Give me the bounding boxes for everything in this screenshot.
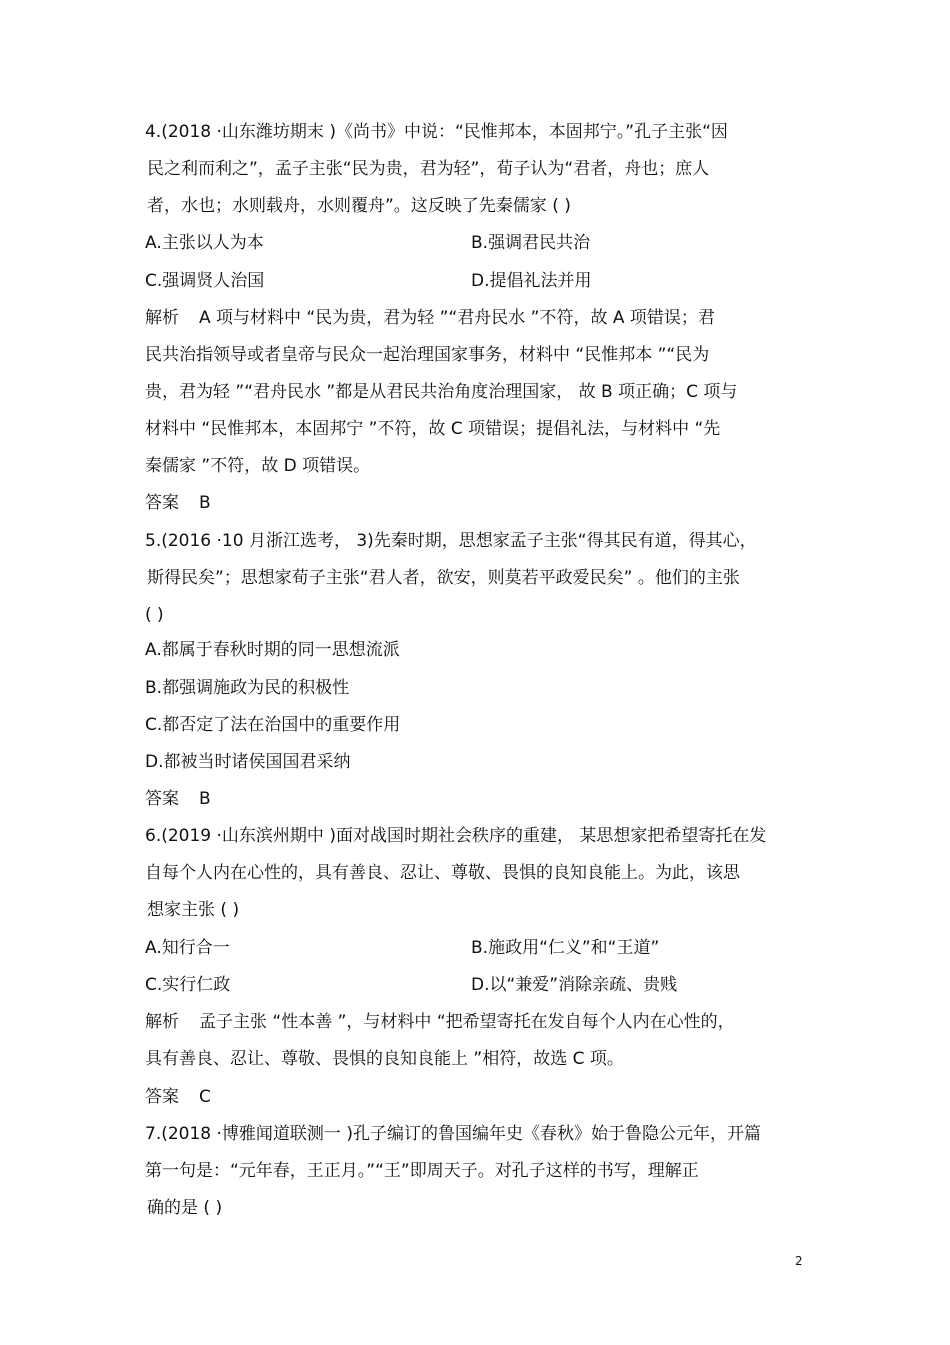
q4-answer [145,492,820,514]
q4-analysis-line-2: 民共治指领导或者皇帝与民众一起治理国家事务，材料中 “民惟邦本 ”“民为 [145,345,710,365]
q4-option-d: D.提倡礼法并用 [471,271,592,291]
q6-stem-line-1: 6.(2019 ·山东滨州期中 )面对战国时期社会秩序的重建， 某思想家把希望寄托在发 [145,826,767,846]
q6-answer [145,1086,820,1108]
q4-option-b: B.强调君民共治 [471,233,591,253]
q4-option-c: C.强调贤人治国 [145,271,265,291]
q5-stem-line-2: 斯得民矣”；思想家荀子主张“君人者，欲安，则莫若平政爱民矣” 。他们的主张 [147,568,740,588]
q5-option-d: D.都被当时诸侯国国君采纳 [145,752,351,772]
q4-analysis-line-1 [145,307,820,329]
q6-analysis-line-1 [145,1011,820,1033]
q7-stem-line-3: 确的是 ( ) [147,1198,223,1218]
q5-answer-label: 答案 [145,789,179,809]
q6-option-c: C.实行仁政 [145,975,231,995]
q6-analysis-label: 解析 [145,1012,179,1032]
q5-answer [145,788,820,810]
q6-option-d: D.以“兼爱”消除亲疏、贵贱 [471,975,678,995]
q4-analysis-line-5: 秦儒家 ”不符，故 D 项错误。 [145,456,371,476]
q6-analysis-text-1: 孟子主张 “性本善 ”，与材料中 “把希望寄托在发自每个人内在心性的， [199,1012,735,1032]
q5-stem-line-1: 5.(2016 ·10 月浙江选考， 3)先秦时期，思想家孟子主张“得其民有道，得其心， [145,531,757,551]
q5-option-a: A.都属于春秋时期的同一思想流派 [145,640,400,660]
q4-answer-label: 答案 [145,493,179,513]
q4-analysis-line-3: 贵，君为轻 ”“君舟民水 ”都是从君民共治角度治理国家， 故 B 项正确；C 项与 [145,382,738,402]
q6-option-a: A.知行合一 [145,938,230,958]
q4-analysis-text-1: A 项与材料中 “民为贵，君为轻 ”“君舟民水 ”不符，故 A 项错误；君 [199,308,715,328]
page-number: 2 [795,1254,803,1268]
q6-answer-value: C [199,1087,211,1107]
q7-stem-line-1: 7.(2018 ·博雅闻道联测一 )孔子编订的鲁国编年史《春秋》始于鲁隐公元年，开篇 [145,1124,761,1144]
q6-option-b: B.施政用“仁义”和“王道” [471,938,660,958]
q4-analysis-label: 解析 [145,308,179,328]
q4-answer-value: B [199,493,211,513]
q4-stem-line-3: 者，水也；水则载舟，水则覆舟”。这反映了先秦儒家 ( ) [147,196,571,216]
q6-stem-line-3: 想家主张 ( ) [147,900,240,920]
q6-stem-line-2: 自每个人内在心性的，具有善良、忍让、尊敬、畏惧的良知良能上。为此，该思 [145,863,740,883]
q5-stem-line-3: ( ) [145,605,164,625]
q6-answer-label: 答案 [145,1087,179,1107]
q5-option-b: B.都强调施政为民的积极性 [145,678,350,698]
q5-answer-value: B [199,789,211,809]
q6-analysis-line-2: 具有善良、忍让、尊敬、畏惧的良知良能上 ”相符，故选 C 项。 [145,1049,624,1069]
q4-stem-line-2: 民之利而利之”，孟子主张“民为贵，君为轻”，荀子认为“君者，舟也；庶人 [147,159,710,179]
q4-analysis-line-4: 材料中 “民惟邦本，本固邦宁 ”不符，故 C 项错误；提倡礼法，与材料中 “先 [145,419,721,439]
q4-option-a: A.主张以人为本 [145,233,264,253]
q7-stem-line-2: 第一句是：“元年春，王正月。”“王”即周天子。对孔子这样的书写，理解正 [145,1161,699,1181]
q4-stem-line-1: 4.(2018 ·山东潍坊期末 )《尚书》中说：“民惟邦本，本固邦宁。”孔子主张“因 [145,122,728,142]
q5-option-c: C.都否定了法在治国中的重要作用 [145,715,401,735]
